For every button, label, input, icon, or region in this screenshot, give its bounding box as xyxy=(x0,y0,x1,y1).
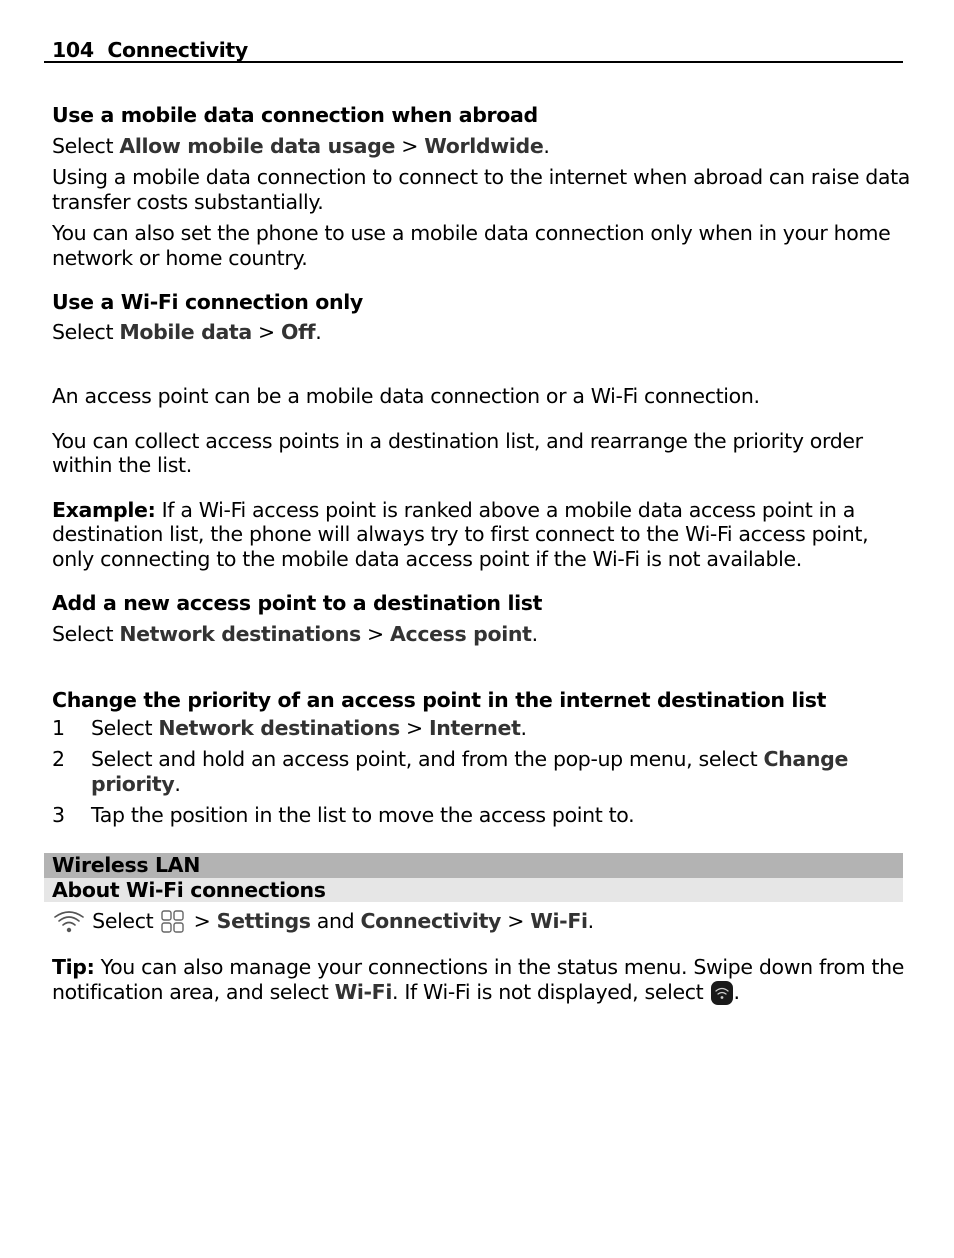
page-number: 104 xyxy=(52,38,94,62)
example-line: destination list, the phone will always try to first connect to the Wi-Fi access point, xyxy=(52,522,869,546)
subsection-title: About Wi-Fi connections xyxy=(52,878,326,902)
step-number: 3 xyxy=(52,803,66,827)
menu-mobile-data: Mobile data xyxy=(119,320,252,344)
paragraph-line: You can also set the phone to use a mobile data connection only when in your home xyxy=(52,221,891,245)
example-line: only connecting to the mobile data access point if the Wi-Fi is not available. xyxy=(52,547,802,571)
paragraph-line: An access point can be a mobile data connection or a Wi-Fi connection. xyxy=(52,384,760,408)
menu-allow-mobile-data: Allow mobile data usage xyxy=(119,134,396,158)
menu-network-destinations: Network destinations xyxy=(119,622,361,646)
heading-change-priority: Change the priority of an access point in the internet destination list xyxy=(52,688,827,712)
tip-label: Tip: xyxy=(52,955,95,979)
menu-off: Off xyxy=(281,320,316,344)
paragraph-line: network or home country. xyxy=(52,246,308,270)
section-title: Wireless LAN xyxy=(52,853,201,877)
example-label: Example: xyxy=(52,498,156,522)
step-number: 1 xyxy=(52,716,66,740)
heading-add-access-point: Add a new access point to a destination list xyxy=(52,591,543,615)
menu-change-priority: Change xyxy=(763,747,849,771)
app-grid-icon xyxy=(159,909,187,935)
heading-abroad: Use a mobile data connection when abroad xyxy=(52,103,538,127)
instruction-add-access-point: Select Network destinations > Access point. xyxy=(52,622,538,646)
instruction-abroad: Select Allow mobile data usage > Worldwide. xyxy=(52,134,550,158)
page-header xyxy=(52,38,248,63)
instruction-wifi: Select > Settings and Connectivity > Wi-Fi. xyxy=(52,909,594,935)
menu-wifi: Wi-Fi xyxy=(530,909,588,933)
example-line: Example: If a Wi-Fi access point is ranked above a mobile data access point in a xyxy=(52,498,855,522)
heading-wifi-only: Use a Wi-Fi connection only xyxy=(52,290,363,314)
paragraph-line: Using a mobile data connection to connect to the internet when abroad can raise data xyxy=(52,165,911,189)
menu-network-destinations: Network destinations xyxy=(158,716,400,740)
menu-worldwide: Worldwide xyxy=(424,134,544,158)
wifi-toggle-icon xyxy=(710,980,734,1006)
step-text: Tap the position in the list to move the access point to. xyxy=(91,803,635,827)
step-text: Select Network destinations > Internet. xyxy=(91,716,527,740)
step-number: 2 xyxy=(52,747,66,771)
paragraph-line: transfer costs substantially. xyxy=(52,190,324,214)
menu-access-point: Access point xyxy=(390,622,532,646)
header-rule xyxy=(44,61,903,63)
menu-internet: Internet xyxy=(429,716,521,740)
wifi-icon xyxy=(52,909,86,935)
step-text: Select and hold an access point, and from the pop-up menu, select Change xyxy=(91,747,849,771)
menu-settings: Settings xyxy=(216,909,311,933)
paragraph-line: within the list. xyxy=(52,453,192,477)
menu-change-priority-cont: priority xyxy=(91,772,175,796)
paragraph-line: You can collect access points in a destination list, and rearrange the priority order xyxy=(52,429,863,453)
menu-connectivity: Connectivity xyxy=(360,909,502,933)
tip-line: Tip: You can also manage your connections in the status menu. Swipe down from the xyxy=(52,955,905,979)
menu-wifi: Wi-Fi xyxy=(334,980,392,1004)
chapter-title: Connectivity xyxy=(107,38,248,62)
step-text-continued: priority. xyxy=(91,772,181,796)
tip-line: notification area, and select Wi-Fi. If Wi-Fi is not displayed, select . xyxy=(52,980,740,1004)
instruction-wifi-only: Select Mobile data > Off. xyxy=(52,320,322,344)
